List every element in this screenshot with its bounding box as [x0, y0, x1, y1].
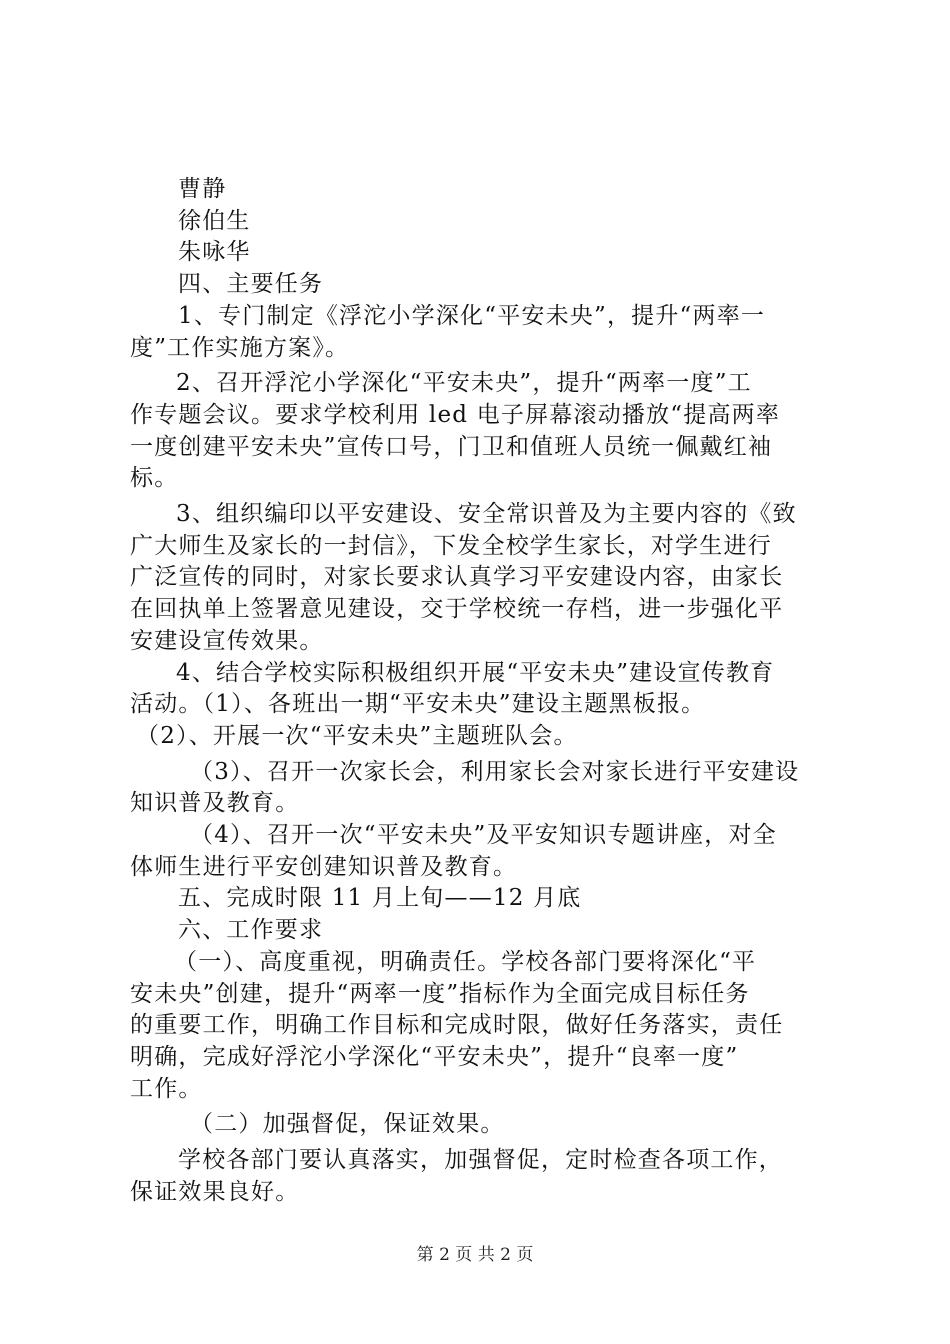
document-body: [130, 174, 830, 1209]
paragraph-line: （2）、开展一次“平安未央”主题班队会。: [136, 722, 578, 749]
paragraph-line: 度”工作实施方案》。: [130, 334, 350, 361]
paragraph-line: 广泛宣传的同时，对家长要求认真学习平安建设内容，由家长: [130, 564, 784, 591]
paragraph-line: 学校各部门要认真落实，加强督促，定时检查各项工作，: [178, 1147, 783, 1174]
paragraph-line: （二）加强督促，保证效果。: [190, 1111, 505, 1138]
staff-name-line: 曹静: [178, 176, 227, 202]
page-number-footer: 第 2 页 共 2 页: [416, 1245, 534, 1265]
staff-name-line: 朱咏华: [178, 239, 251, 266]
section-heading-tasks: 四、主要任务: [178, 271, 324, 298]
paragraph-line: 保证效果良好。: [130, 1178, 300, 1205]
paragraph-line: 工作。: [130, 1075, 203, 1102]
paragraph-line: 标。: [130, 465, 179, 492]
paragraph-line: 作专题会议。要求学校利用 led 电子屏幕滚动播放“提高两率: [130, 401, 781, 428]
staff-name-line: 徐伯生: [178, 207, 251, 234]
paragraph-line: 活动。（1）、各班出一期“平安未央”建设主题黑板报。: [130, 691, 706, 718]
section-heading-requirements: 六、工作要求: [178, 917, 324, 944]
section-heading-deadline: 五、完成时限 11 月上旬——12 月底: [178, 885, 582, 912]
paragraph-line: 明确，完成好浮沱小学深化“平安未央”，提升“良率一度”: [130, 1043, 739, 1070]
paragraph-line: 安建设宣传效果。: [130, 627, 324, 654]
paragraph-line: （4）、召开一次“平安未央”及平安知识专题讲座，对全: [190, 822, 777, 849]
paragraph-line: 1、专门制定《浮沱小学深化“平安未央”，提升“两率一: [178, 302, 766, 329]
paragraph-line: 2、召开浮沱小学深化“平安未央”，提升“两率一度”工: [176, 370, 752, 397]
paragraph-line: 在回执单上签署意见建设，交于学校统一存档，进一步强化平: [130, 596, 784, 623]
paragraph-line: 安未央”创建，提升“两率一度”指标作为全面完成目标任务: [130, 980, 750, 1007]
paragraph-line: 广大师生及家长的一封信》，下发全校学生家长，对学生进行: [130, 532, 772, 559]
paragraph-line: 体师生进行平安创建知识普及教育。: [130, 853, 518, 880]
paragraph-line: 一度创建平安未央”宣传口号，门卫和值班人员统一佩戴红袖: [130, 433, 773, 460]
paragraph-line: 知识普及教育。: [130, 790, 300, 817]
paragraph-line: 3、组织编印以平安建设、安全常识普及为主要内容的《致: [176, 501, 797, 528]
paragraph-line: （3）、召开一次家长会，利用家长会对家长进行平安建设: [190, 758, 800, 785]
paragraph-line: 的重要工作，明确工作目标和完成时限，做好任务落实，责任: [130, 1012, 784, 1039]
paragraph-line: （一）、高度重视，明确责任。学校各部门要将深化“平: [174, 948, 757, 975]
paragraph-line: 4、结合学校实际积极组织开展“平安未央”建设宣传教育: [176, 659, 775, 686]
